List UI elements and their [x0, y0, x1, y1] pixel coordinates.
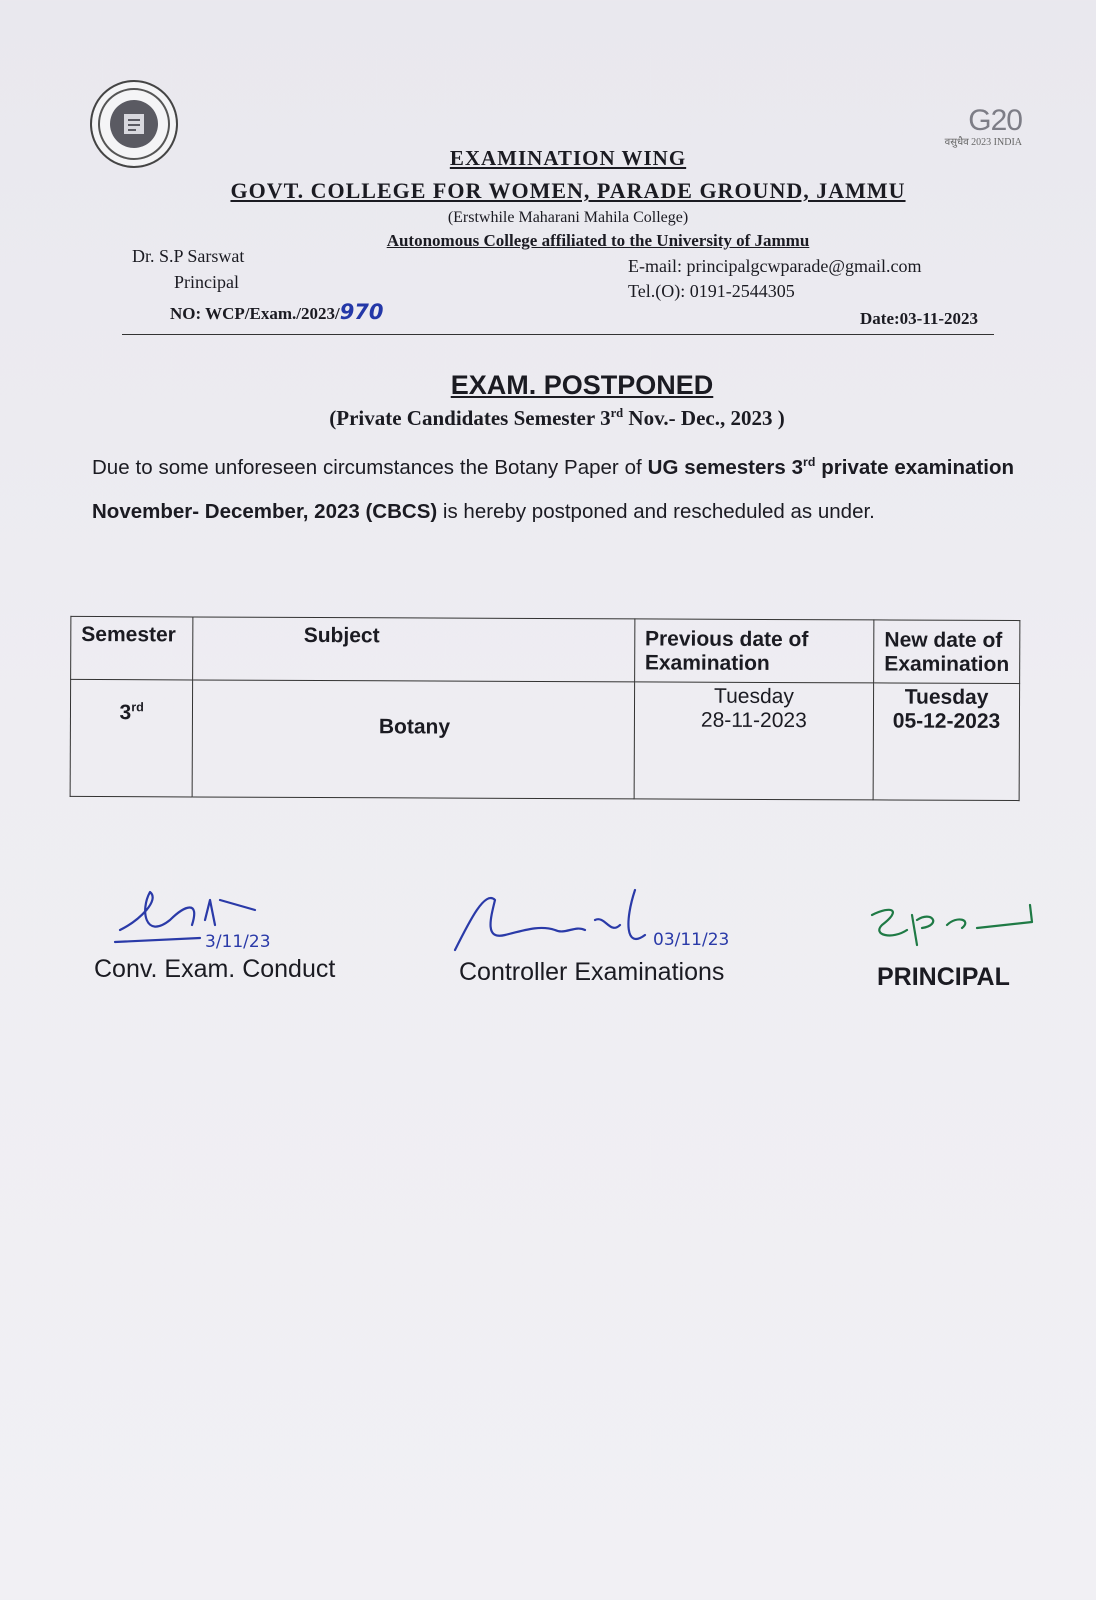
notice-body: [92, 440, 1014, 534]
convener-label: Conv. Exam. Conduct: [94, 955, 336, 983]
header-subject: Subject: [193, 617, 635, 682]
convener-signature: [110, 880, 340, 960]
reference-label: NO: WCP/Exam./2023/: [170, 304, 340, 323]
g20-subtext: वसुधैव 2023 INDIA: [944, 137, 1022, 148]
email-line: E-mail: principalgcwparade@gmail.com: [628, 256, 922, 276]
telephone-line: Tel.(O): 0191-2544305: [628, 281, 795, 301]
former-name: (Erstwhile Maharani Mahila College): [447, 209, 689, 226]
header-previous-date: Previous date of Examination: [634, 619, 874, 683]
new-date: 05-12-2023: [892, 709, 1001, 733]
date-line: Date:03-11-2023: [860, 309, 979, 328]
notice-subtitle: [0, 406, 1096, 431]
table-row: [70, 679, 1020, 800]
signature-stroke: [455, 890, 645, 950]
principal-designation: Principal: [174, 272, 239, 292]
previous-day: Tuesday: [714, 684, 794, 709]
principal-label: PRINCIPAL: [877, 963, 1010, 991]
body-sup: rd: [803, 455, 816, 469]
g20-mark: G20: [968, 104, 1022, 137]
notice-title: EXAM. POSTPONED: [450, 370, 714, 400]
schedule-table: [70, 616, 1021, 801]
body-bold-exam: private examination November- December, 2023 (CBCS): [92, 455, 1014, 523]
header-divider: [122, 334, 994, 335]
header-semester: Semester: [71, 616, 194, 680]
body-intro: Due to some unforeseen circumstances the Botany Paper of: [92, 455, 648, 479]
subtitle-sup: rd: [610, 406, 624, 420]
semester-value: 3: [119, 701, 132, 725]
controller-signature: [445, 880, 755, 970]
examination-wing-heading: EXAMINATION WING: [449, 146, 687, 170]
affiliation-line: Autonomous College affiliated to the University of Jammu: [386, 231, 810, 250]
college-name-heading: GOVT. COLLEGE FOR WOMEN, PARADE GROUND, JAMMU: [230, 178, 906, 203]
header-new-date: New date of Examination: [874, 620, 1020, 684]
subtitle-part-a: (Private Candidates Semester 3: [329, 406, 611, 430]
new-day: Tuesday: [904, 685, 989, 709]
cell-subject: [193, 680, 635, 799]
previous-date: 28-11-2023: [700, 708, 807, 733]
body-bold-semester: UG semesters 3: [647, 455, 804, 479]
signature-stroke: [872, 905, 1032, 945]
reference-number: [170, 300, 384, 324]
table-header-row: [71, 616, 1020, 683]
semester-sup: rd: [131, 700, 144, 715]
controller-label: Controller Examinations: [459, 958, 725, 986]
principal-signature: [862, 890, 1042, 950]
g20-logo: [945, 104, 1022, 148]
subtitle-part-b: Nov.- Dec., 2023 ): [623, 406, 785, 430]
principal-name: Dr. S.P Sarswat: [132, 246, 245, 266]
cell-semester: [70, 679, 193, 797]
convener-date: 3/11/23: [205, 932, 271, 952]
cell-new-date: [873, 683, 1019, 801]
body-outro: is hereby postponed and rescheduled as under.: [437, 499, 875, 523]
cell-previous-date: [634, 682, 874, 800]
reference-handwritten: 970: [339, 300, 384, 324]
controller-date: 03/11/23: [653, 930, 730, 950]
subject-value: Botany: [378, 715, 451, 739]
